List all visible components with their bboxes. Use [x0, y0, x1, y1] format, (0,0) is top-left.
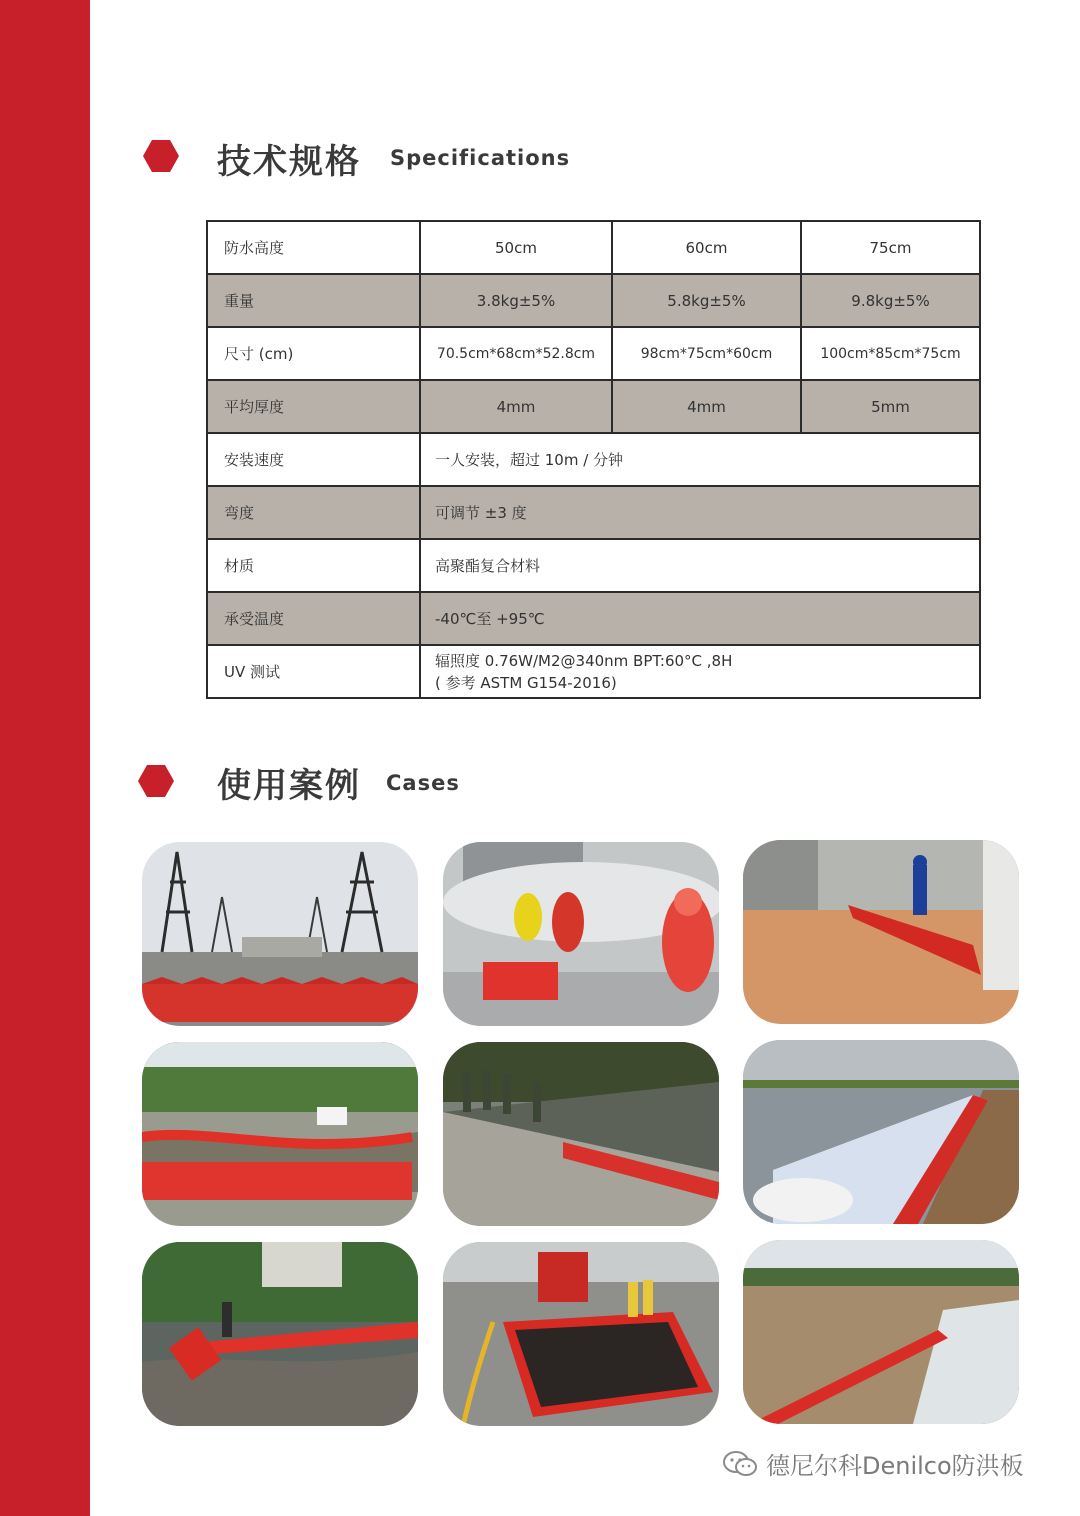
- table-cell: 50cm: [420, 221, 612, 274]
- table-row: [207, 221, 980, 274]
- table-cell: 4mm: [612, 380, 801, 433]
- case-photo-substation: [142, 842, 418, 1026]
- row-label: 安装速度: [207, 433, 420, 486]
- row-label: UV 测试: [207, 645, 420, 698]
- cases-title-en: Cases: [386, 771, 460, 795]
- row-label: 尺寸 (cm): [207, 327, 420, 380]
- case-photo-embankment: [743, 1040, 1019, 1224]
- wechat-icon: [722, 1450, 758, 1478]
- table-cell: 75cm: [801, 221, 980, 274]
- table-row: [207, 645, 980, 698]
- table-cell: 3.8kg±5%: [420, 274, 612, 327]
- specs-title-cn: 技术规格: [217, 142, 361, 182]
- table-cell: 5mm: [801, 380, 980, 433]
- cases-title-cn: 使用案例: [217, 766, 361, 806]
- row-label: 防水高度: [207, 221, 420, 274]
- row-label: 弯度: [207, 486, 420, 539]
- footer-watermark: [722, 1446, 1024, 1481]
- table-cell: 100cm*85cm*75cm: [801, 327, 980, 380]
- table-row: [207, 433, 980, 486]
- case-photo-road-pool: [142, 1042, 418, 1226]
- table-cell: 高聚酯复合材料: [420, 539, 980, 592]
- specs-title-en: Specifications: [390, 146, 571, 170]
- row-label: 平均厚度: [207, 380, 420, 433]
- row-label: 材质: [207, 539, 420, 592]
- case-photo-riverbank-soldiers: [443, 1042, 719, 1226]
- case-photo-hazmat-drill: [443, 842, 719, 1026]
- table-row: [207, 274, 980, 327]
- table-row: [207, 539, 980, 592]
- table-cell: 5.8kg±5%: [612, 274, 801, 327]
- footer-text: 德尼尔科Denilco防洪板: [766, 1452, 1024, 1480]
- uv-line-2: ( 参考 ASTM G154-2016): [435, 673, 617, 692]
- table-cell: 70.5cm*68cm*52.8cm: [420, 327, 612, 380]
- case-photo-residential-flood: [142, 1242, 418, 1426]
- table-cell: 可调节 ±3 度: [420, 486, 980, 539]
- table-cell: [420, 645, 980, 698]
- case-photo-fire-truck: [443, 1242, 719, 1426]
- table-row: [207, 327, 980, 380]
- specifications-table: [206, 220, 981, 699]
- table-cell: 98cm*75cm*60cm: [612, 327, 801, 380]
- table-cell: -40℃至 +95℃: [420, 592, 980, 645]
- table-cell: 60cm: [612, 221, 801, 274]
- row-label: 重量: [207, 274, 420, 327]
- table-cell: 4mm: [420, 380, 612, 433]
- table-row: [207, 592, 980, 645]
- hexagon-bullet-icon: [138, 765, 174, 797]
- side-accent-bar: [0, 0, 90, 1516]
- case-photo-flooded-street: [743, 840, 1019, 1024]
- case-photo-river-barrier: [743, 1240, 1019, 1424]
- table-cell: 一人安装，超过 10m / 分钟: [420, 433, 980, 486]
- uv-line-1: 辐照度 0.76W/M2@340nm BPT:60°C ,8H: [435, 651, 733, 670]
- hexagon-bullet-icon: [143, 140, 179, 172]
- table-cell: 9.8kg±5%: [801, 274, 980, 327]
- table-row: [207, 486, 980, 539]
- table-row: [207, 380, 980, 433]
- row-label: 承受温度: [207, 592, 420, 645]
